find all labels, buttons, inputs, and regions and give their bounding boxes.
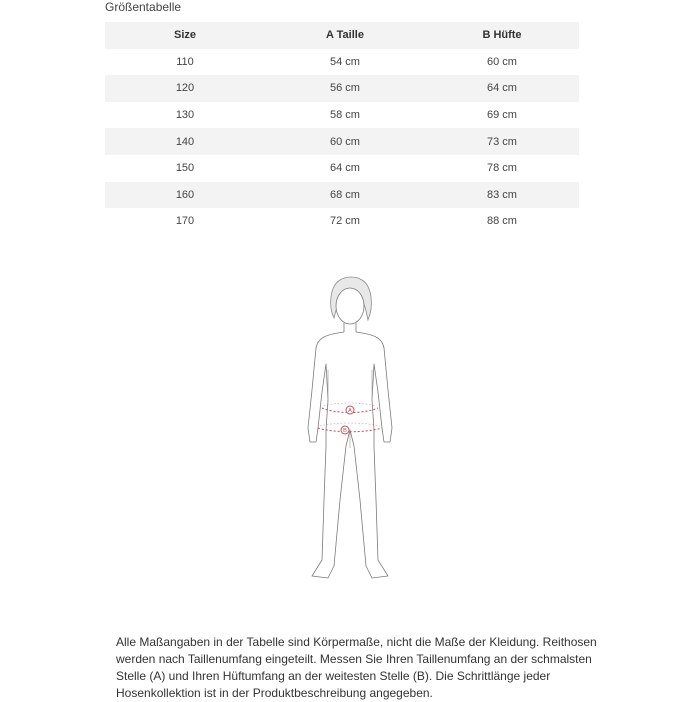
table-header-row xyxy=(105,22,579,49)
hip-marker-label: B xyxy=(343,428,347,434)
body-outline-icon xyxy=(290,270,410,590)
cell-waist: 56 cm xyxy=(330,82,360,95)
cell-waist: 54 cm xyxy=(330,55,360,68)
table-row xyxy=(105,155,579,182)
table-row xyxy=(105,128,579,155)
cell-waist: 68 cm xyxy=(330,188,360,201)
cell-size: 110 xyxy=(176,55,194,68)
cell-hip: 78 cm xyxy=(487,162,517,175)
head-outline xyxy=(336,288,364,324)
cell-hip: 73 cm xyxy=(487,135,517,148)
cell-waist: 58 cm xyxy=(330,109,360,122)
table-row xyxy=(105,75,579,102)
measurement-note: Alle Maßangaben in der Tabelle sind Körpermaße, nicht die Maße der Kleidung. Reithosen werden nach Taillenumfang eingeteilt. Messen Sie Ihren Taillenumfang an der schmalsten Stelle (A) und Ihren Hüftumfang an der weitesten Stelle (B). Die Schrittlänge jeder Hosenkollektion ist in der Produktbeschreibung angegeben. xyxy=(116,635,597,700)
body-measurement-figure xyxy=(290,270,410,590)
cell-size: 150 xyxy=(175,162,195,175)
cell-hip: 64 cm xyxy=(487,82,517,95)
cell-hip: 60 cm xyxy=(487,55,517,68)
cell-waist: 64 cm xyxy=(330,162,360,175)
cell-size: 160 xyxy=(175,188,195,201)
table-row xyxy=(105,182,579,209)
table-row xyxy=(105,49,579,76)
cell-size: 120 xyxy=(175,82,195,95)
cell-size: 140 xyxy=(175,135,195,148)
column-header-size: Size xyxy=(173,29,196,42)
page-title: Größentabelle xyxy=(105,0,182,14)
column-header-waist: A Taille xyxy=(326,29,364,42)
cell-hip: 69 cm xyxy=(487,109,517,122)
column-header-hip: B Hüfte xyxy=(482,29,522,42)
table-row xyxy=(105,208,579,235)
cell-hip: 83 cm xyxy=(487,188,517,201)
cell-size: 170 xyxy=(175,215,195,228)
waist-marker-label: A xyxy=(348,408,352,414)
cell-waist: 72 cm xyxy=(330,215,360,228)
size-table xyxy=(105,22,579,235)
table-row xyxy=(105,102,579,129)
torso-outline xyxy=(308,332,392,578)
cell-waist: 60 cm xyxy=(330,135,360,148)
cell-hip: 88 cm xyxy=(487,215,517,228)
cell-size: 130 xyxy=(175,109,195,122)
